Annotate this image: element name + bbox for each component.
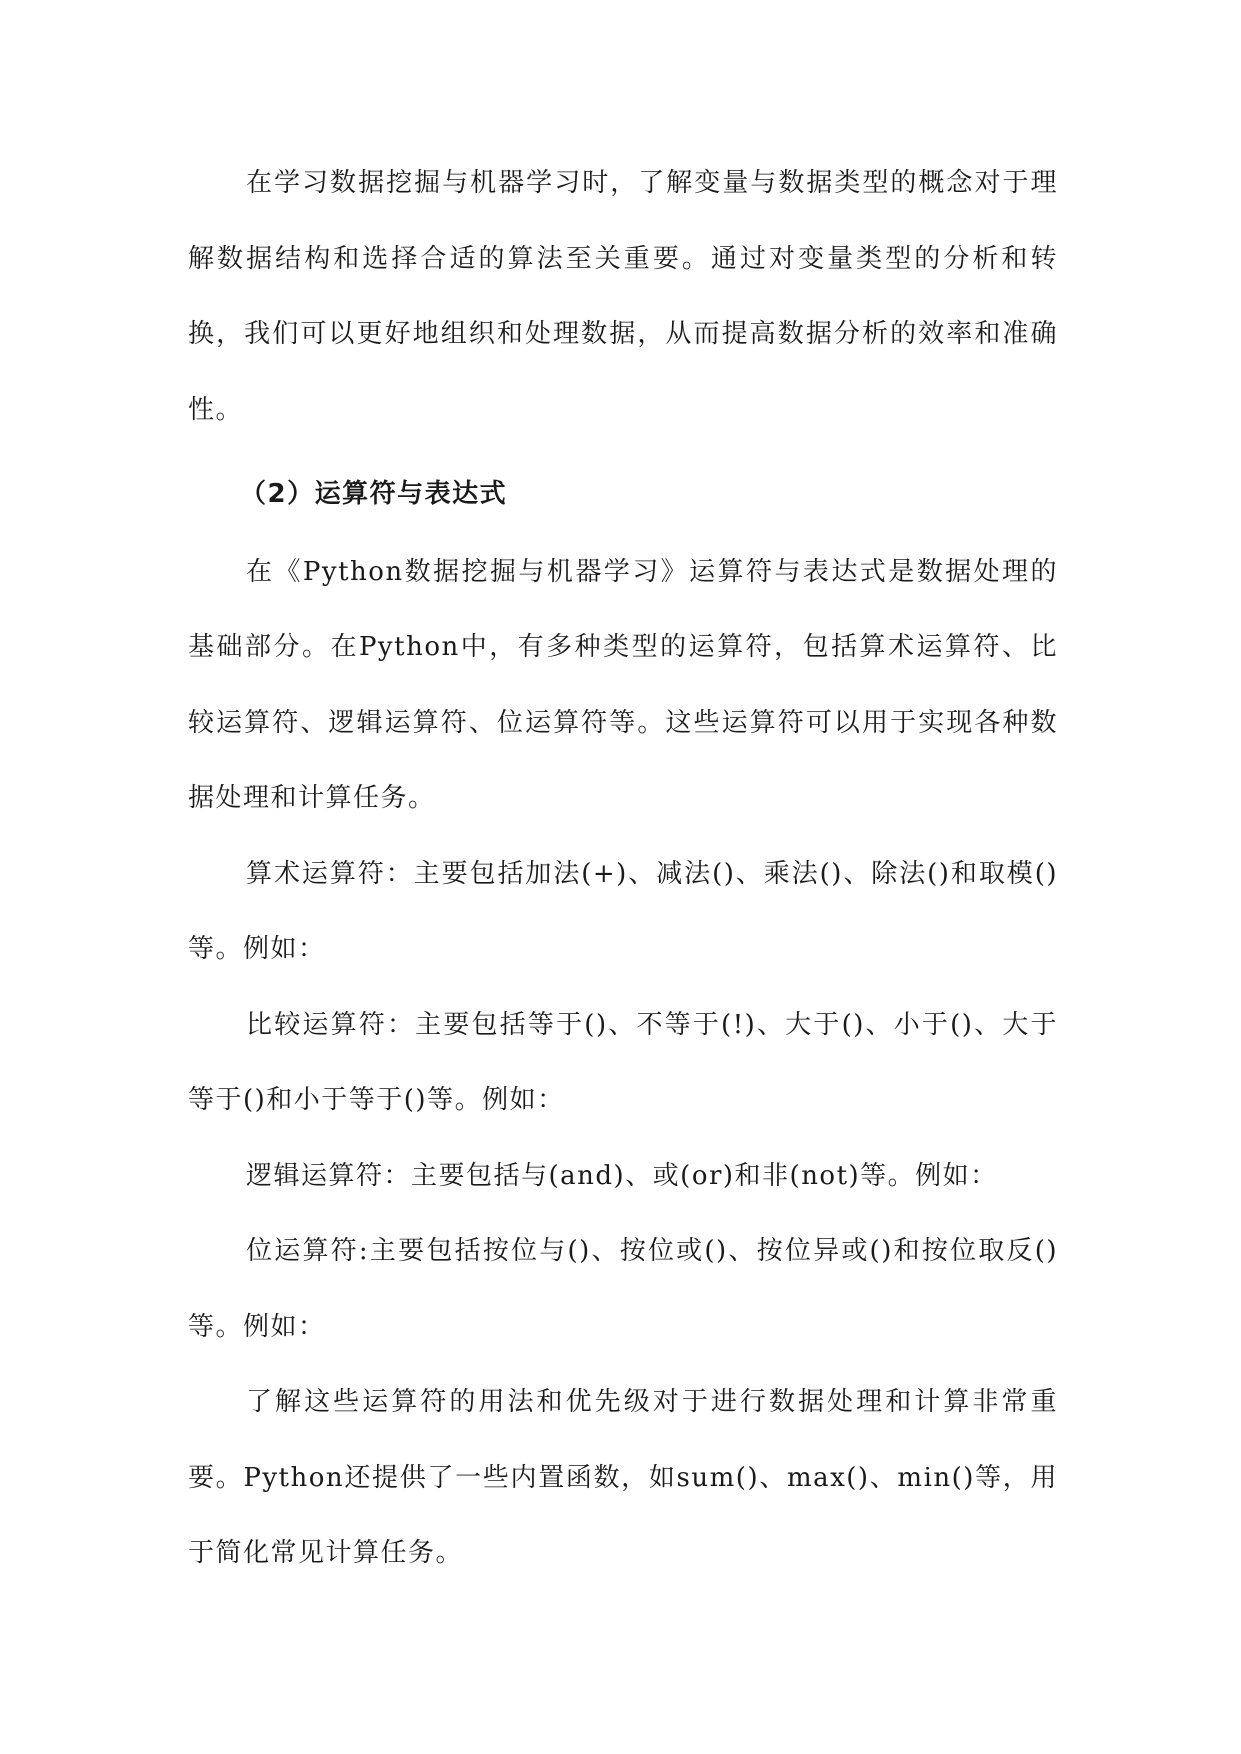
- document-body: [188, 146, 1058, 1592]
- paragraph-bitwise-operators: 位运算符:主要包括按位与()、按位或()、按位异或()和按位取反()等。例如：: [188, 1236, 1058, 1342]
- paragraph-comparison-operators: 比较运算符：主要包括等于()、不等于(!)、大于()、小于()、大于等于()和小于等于()等。例如：: [188, 1009, 1058, 1115]
- paragraph-arithmetic-operators: 算术运算符：主要包括加法(+)、减法()、乘法()、除法()和取模()等。例如：: [188, 858, 1058, 964]
- intro-paragraph: 在学习数据挖掘与机器学习时，了解变量与数据类型的概念对于理解数据结构和选择合适的算法至关重要。通过对变量类型的分析和转换，我们可以更好地组织和处理数据，从而提高数据分析的效率和准确性。: [188, 168, 1058, 425]
- paragraph-summary: 了解这些运算符的用法和优先级对于进行数据处理和计算非常重要。Python还提供了一些内置函数，如sum()、max()、min()等，用于简化常见计算任务。: [188, 1387, 1058, 1568]
- paragraph-overview: 在《Python数据挖掘与机器学习》运算符与表达式是数据处理的基础部分。在Python中，有多种类型的运算符，包括算术运算符、比较运算符、逻辑运算符、位运算符等。这些运算符可以用于实现各种数据处理和计算任务。: [188, 556, 1058, 813]
- section-heading: （2）运算符与表达式: [240, 479, 508, 509]
- paragraph-logical-operators: 逻辑运算符：主要包括与(and)、或(or)和非(not)等。例如：: [246, 1160, 998, 1191]
